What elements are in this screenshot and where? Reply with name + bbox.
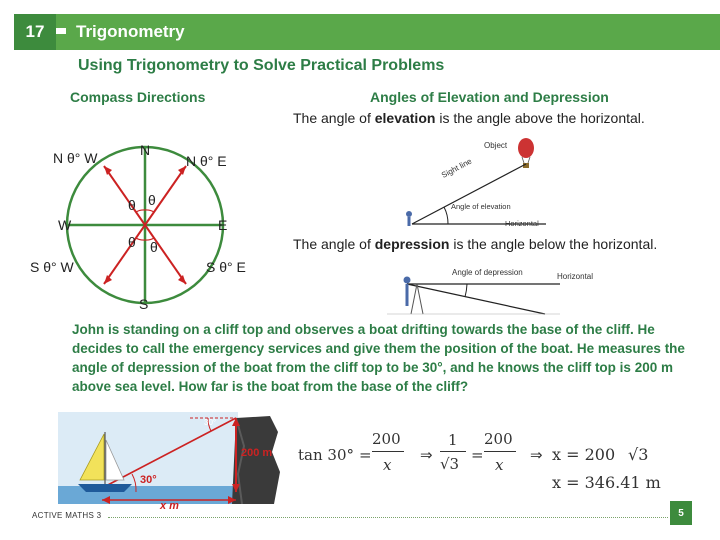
compass-north-label: N (140, 142, 151, 158)
elev-object-label: Object (484, 141, 508, 150)
footer-dotted-line (108, 517, 668, 518)
fraction-bar-1 (372, 451, 404, 452)
fraction-bar-3 (484, 451, 516, 452)
ne-angle-arc (145, 210, 154, 212)
theta-sw: θ (128, 234, 136, 250)
compass-se-label: S θ° E (206, 259, 246, 275)
elev-horizontal-label: Horizontal (505, 219, 539, 228)
tripod-leg-left (411, 284, 417, 314)
compass-heading: Compass Directions (70, 89, 206, 105)
ne-arrowhead (178, 166, 186, 175)
compass-nw-label: N θ° W (53, 150, 98, 166)
compass-ne-label: N θ° E (186, 153, 227, 169)
math-eq-1: = (359, 446, 372, 464)
sw-arrowhead (104, 275, 112, 284)
compass-sw-label: S θ° W (30, 259, 74, 275)
elevation-prefix: The angle of (293, 110, 375, 126)
balloon-rope-left (522, 157, 524, 163)
depression-term: depression (374, 236, 450, 252)
compass-east-label: E (218, 217, 228, 233)
elev-sightline-label: Sight line (440, 156, 474, 180)
compass-sw-arrow (104, 225, 145, 284)
chapter-number-badge (14, 14, 56, 50)
cliff-top-angle: 30° (204, 418, 217, 427)
elevation-suffix: is the angle above the horizontal. (435, 110, 645, 126)
chapter-title: Trigonometry (76, 22, 185, 41)
math-sqrt3-den: √3 (440, 455, 460, 473)
dep-horizontal-label: Horizontal (557, 272, 594, 281)
se-arrowhead (178, 275, 186, 284)
dep-angle-label: Angle of depression (452, 268, 523, 277)
footer-book-title: ACTIVE MATHS 3 (32, 511, 102, 520)
dep-angle-arc (465, 284, 467, 297)
header-connector (56, 28, 66, 34)
distance-label: x m (160, 500, 179, 512)
depression-prefix: The angle of (293, 236, 375, 252)
math-arrow-2: ⇒ (530, 447, 543, 464)
chapter-number: 17 (25, 22, 45, 41)
nw-arrowhead (104, 166, 112, 175)
math-200-num-1: 200 (372, 430, 401, 448)
math-arrow-1: ⇒ (420, 447, 433, 464)
dep-sight-line (407, 284, 545, 314)
math-x-den-1: x (383, 456, 392, 474)
math-x-equals-200: x = 200 (552, 445, 616, 464)
elevation-term: elevation (374, 110, 436, 126)
boat-angle-label: 30° (140, 474, 157, 486)
elevation-definition (293, 110, 645, 126)
math-x-den-2: x (495, 456, 504, 474)
tripod-leg-right (417, 284, 423, 314)
sailboat-hull (78, 484, 132, 492)
page-number: 5 (678, 507, 684, 519)
depression-definition (293, 236, 657, 252)
math-eq-2: = (471, 446, 484, 464)
observer-head (406, 211, 412, 217)
math-sqrt3-result: √3 (628, 445, 649, 464)
compass-nw-arrow (104, 166, 145, 225)
math-one-num: 1 (448, 431, 458, 449)
dep-observer-head (404, 277, 411, 284)
sight-line (412, 164, 526, 224)
theta-se: θ (150, 239, 158, 255)
elev-angle-label: Angle of elevation (451, 202, 511, 211)
cliff-height-label: 200 m (241, 447, 273, 459)
problem-statement: John is standing on a cliff top and observes a boat drifting towards the base of the cliff. He decides to call the emergency services and give them the position of the boat. He measures the angle of depression of the boat from the cliff top to be 30°, and he knows the cliff top is 200 m above sea level. How far is the boat from the base of the cliff? (72, 322, 685, 394)
angles-heading: Angles of Elevation and Depression (370, 89, 609, 105)
elevation-angle-arc (444, 207, 448, 224)
math-final-answer: x = 346.41 m (552, 473, 661, 492)
math-tan30: tan 30° (298, 446, 354, 464)
compass-west-label: W (58, 217, 72, 233)
depression-suffix: is the angle below the horizontal. (449, 236, 658, 252)
theta-nw: θ (128, 197, 136, 213)
math-200-num-2: 200 (484, 430, 513, 448)
page-number-badge (670, 501, 692, 525)
nw-angle-arc (136, 210, 145, 212)
balloon-rope-right (528, 157, 530, 163)
balloon-icon (518, 138, 534, 158)
fraction-bar-2 (440, 451, 466, 452)
compass-south-label: S (139, 296, 149, 312)
section-title: Using Trigonometry to Solve Practical Problems (78, 57, 445, 74)
sw-angle-arc (136, 238, 145, 240)
theta-ne: θ (148, 192, 156, 208)
